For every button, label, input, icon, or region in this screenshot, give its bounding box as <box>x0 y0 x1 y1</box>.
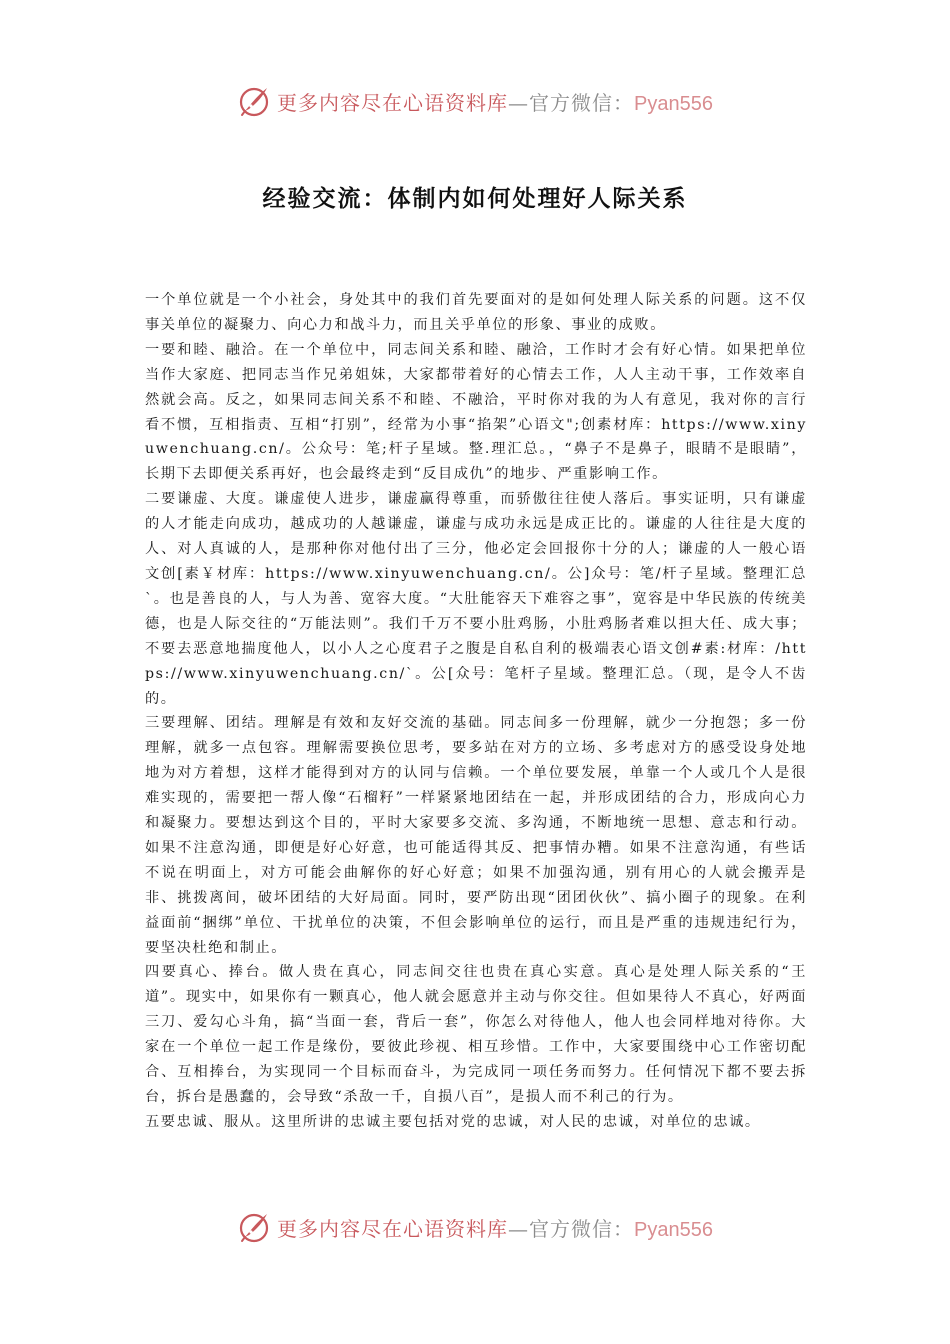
header-banner <box>0 84 950 118</box>
header-banner-wechat-label: 官方微信： <box>529 90 635 115</box>
quill-logo-icon <box>237 84 271 118</box>
footer-banner-slogan: 更多内容尽在心语资料库 <box>277 1216 509 1241</box>
document-title: 经验交流：体制内如何处理好人际关系 <box>262 186 688 212</box>
paragraph-harmony: 一要和睦、融洽。在一个单位中，同志间关系和睦、融洽，工作时才会有好心情。如果把单位当作大家庭、把同志当作兄弟姐妹，大家都带着好的心情去工作，人人主动干事，工作效率自然就会高。反之，如果同志间关系不和睦、不融洽，平时你对我的为人有意见，我对你的言行看不惯，互相指责、互相“打别”，经常为小事“掐架”心语文";创素材库：https://www.xinyuwenchuang.cn/。公众号：笔;杆子星域。整.理汇总。，“鼻子不是鼻子，眼睛不是眼睛”，长期下去即便关系再好，也会最终走到“反目成仇”的地步、严重影响工作。 <box>145 341 807 483</box>
footer-banner-wechat-label: 官方微信： <box>529 1216 635 1241</box>
header-banner-text <box>277 87 713 116</box>
footer-banner-wechat-id: Pyan556 <box>634 1218 713 1241</box>
paragraph-modesty: 二要谦虚、大度。谦虚使人进步，谦虚赢得尊重，而骄傲往往使人落后。事实证明，只有谦虚的人才能走向成功，越成功的人越谦虚，谦虚与成功永远是成正比的。谦虚的人往往是大度的人、对人真诚的人，是那种你对他付出了三分，他必定会回报你十分的人；谦虚的人一般心语文创[素￥材库：https://www.xinyuwenchuang.cn/。公]众号：笔/杆子星域。整理汇总`。也是善良的人，与人为善、宽容大度。“大肚能容天下难容之事”，宽容是中华民族的传统美德，也是人际交往的“万能法则”。我们千万不要小肚鸡肠，小肚鸡肠者难以担大任、成大事；不要去恶意地揣度他人，以小人之心度君子之腹是自私自利的极端表心语文创#素:材库：/https://www.xinyuwenchuang.cn/`。公[众号：笔杆子星域。整理汇总。（现，是令人不齿的。 <box>145 491 807 707</box>
header-banner-dash: — <box>508 90 530 115</box>
header-banner-slogan: 更多内容尽在心语资料库 <box>277 90 509 115</box>
footer-banner-text <box>277 1213 713 1242</box>
document-body <box>145 288 807 1135</box>
footer-banner <box>0 1210 950 1244</box>
paragraph-sincerity: 四要真心、捧台。做人贵在真心，同志间交往也贵在真心实意。真心是处理人际关系的“王道”。现实中，如果你有一颗真心，他人就会愿意并主动与你交往。但如果待人不真心，好两面三刀、爱勾心斗角，搞“当面一套，背后一套”，你怎么对待他人，他人也会同样地对待你。大家在一个单位一起工作是缘份，要彼此珍视、相互珍惜。工作中，大家要围绕中心工作密切配合、互相捧台，为实现同一个目标而奋斗，为完成同一项任务而努力。任何情况下都不要去拆台，拆台是愚蠢的，会导致“杀敌一千，自损八百”，是损人而不利己的行为。 <box>145 964 807 1105</box>
quill-logo-icon <box>237 1210 271 1244</box>
paragraph-intro: 一个单位就是一个小社会，身处其中的我们首先要面对的是如何处理人际关系的问题。这不仅事关单位的凝聚力、向心力和战斗力，而且关乎单位的形象、事业的成败。 <box>145 292 807 333</box>
header-banner-wechat-id: Pyan556 <box>634 92 713 115</box>
footer-banner-dash: — <box>508 1216 530 1241</box>
header-banner-inner <box>237 84 713 118</box>
paragraph-understanding: 三要理解、团结。理解是有效和友好交流的基础。同志间多一份理解，就少一分抱怨；多一份理解，就多一点包容。理解需要换位思考，要多站在对方的立场、多考虑对方的感受设身处地地为对方着想，这样才能得到对方的认同与信赖。一个单位要发展，单靠一个人或几个人是很难实现的，需要把一帮人像“石榴籽”一样紧紧地团结在一起，并形成团结的合力，形成向心力和凝聚力。要想达到这个目的，平时大家要多交流、多沟通，不断地统一思想、意志和行动。如果不注意沟通，即便是好心好意，也可能适得其反、把事情办糟。如果不注意沟通，有些话不说在明面上，对方可能会曲解你的好心好意；如果不加强沟通，别有用心的人就会搬弄是非、挑拨离间，破坏团结的大好局面。同时，要严防出现“团团伙伙”、搞小圈子的现象。在利益面前“捆绑”单位、干扰单位的决策，不但会影响单位的运行，而且是严重的违规违纪行为，要坚决杜绝和制止。 <box>145 715 807 956</box>
footer-banner-inner <box>237 1210 713 1244</box>
paragraph-loyalty: 五要忠诚、服从。这里所讲的忠诚主要包括对党的忠诚，对人民的忠诚，对单位的忠诚。 <box>145 1113 761 1130</box>
